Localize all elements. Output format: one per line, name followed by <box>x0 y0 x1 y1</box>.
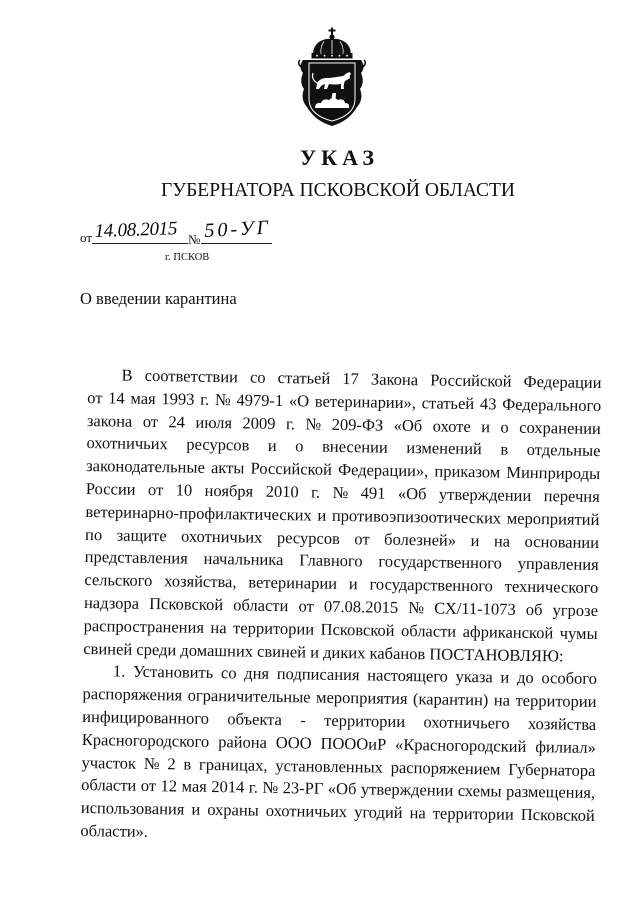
decree-subject: О введении карантина <box>80 289 237 308</box>
body-line: В соответствии со статьей 17 Закона Российской Федерации <box>121 365 602 393</box>
coat-of-arms-emblem <box>297 27 367 127</box>
body-line: охотничьих ресурсов и о внесении изменений в отдельные <box>86 433 601 461</box>
decree-title: УКАЗ <box>299 145 380 170</box>
shield-icon <box>299 60 366 126</box>
crown-icon <box>312 28 353 59</box>
body-line: надзора Псковской области от 07.08.2015 № СХ/11-1073 об угрозе <box>83 592 599 621</box>
preamble-paragraph <box>83 364 602 668</box>
issue-city: г. ПСКОВ <box>165 252 210 263</box>
handwritten-decree-number: 50-УГ <box>203 216 272 242</box>
date-prefix: от <box>80 230 93 245</box>
date-underline <box>92 243 188 244</box>
body-line: инфицированного объекта - территории охотничьего хозяйства <box>82 706 597 734</box>
body-line: участок № 2 в границах, установленных распоряжением Губернатора <box>81 752 596 780</box>
body-line: сельского хозяйства, ветеринарии и государственного технического <box>84 570 599 598</box>
body-line: от 14 мая 1993 г. № 4979-1 «О ветеринарии», статьей 43 Федерального <box>87 387 602 415</box>
body-line: Красногородского района ООО ПОООиР «Красногородский филиал» <box>81 729 596 757</box>
body-line: законодательные акты Российской Федерации», приказом Минприроды <box>86 456 601 484</box>
body-line: ветеринарно-профилактических и противоэпизоотических мероприятий <box>85 501 600 529</box>
body-line: распоряжения ограничительные мероприятия (карантин) на территории <box>82 684 597 712</box>
clause-paragraph <box>80 660 597 850</box>
issuer-heading: ГУБЕРНАТОРА ПСКОВСКОЙ ОБЛАСТИ <box>161 180 515 201</box>
number-sign: № <box>188 232 201 247</box>
decree-body <box>80 364 601 851</box>
body-line: свиней среди домашних свиней и диких кабанов ПОСТАНОВЛЯЮ: <box>83 638 564 666</box>
body-line: России от 10 ноября 2010 г. № 491 «Об утверждении перечня <box>85 478 600 507</box>
body-line: распространения на территории Псковской области африканской чумы <box>83 615 598 643</box>
body-line: представления начальника Главного государственного управления <box>84 547 599 575</box>
body-line: закона от 24 июля 2009 г. № 209-ФЗ «Об охоте и о сохранении <box>86 410 601 438</box>
body-line: области от 12 мая 2014 г. № 23-РГ «Об утверждении схемы размещения, <box>81 775 596 803</box>
body-line: 1. Установить со дня подписания настоящего указа и до особого <box>112 661 598 689</box>
body-line: области». <box>80 820 149 841</box>
body-line: по защите охотничьих ресурсов от болезней» и на основании <box>84 524 600 552</box>
body-line: использования и охраны охотничьих угодий на территории Псковской <box>80 798 595 826</box>
number-underline <box>201 243 272 244</box>
handwritten-date: 14.08.2015 <box>94 218 178 242</box>
